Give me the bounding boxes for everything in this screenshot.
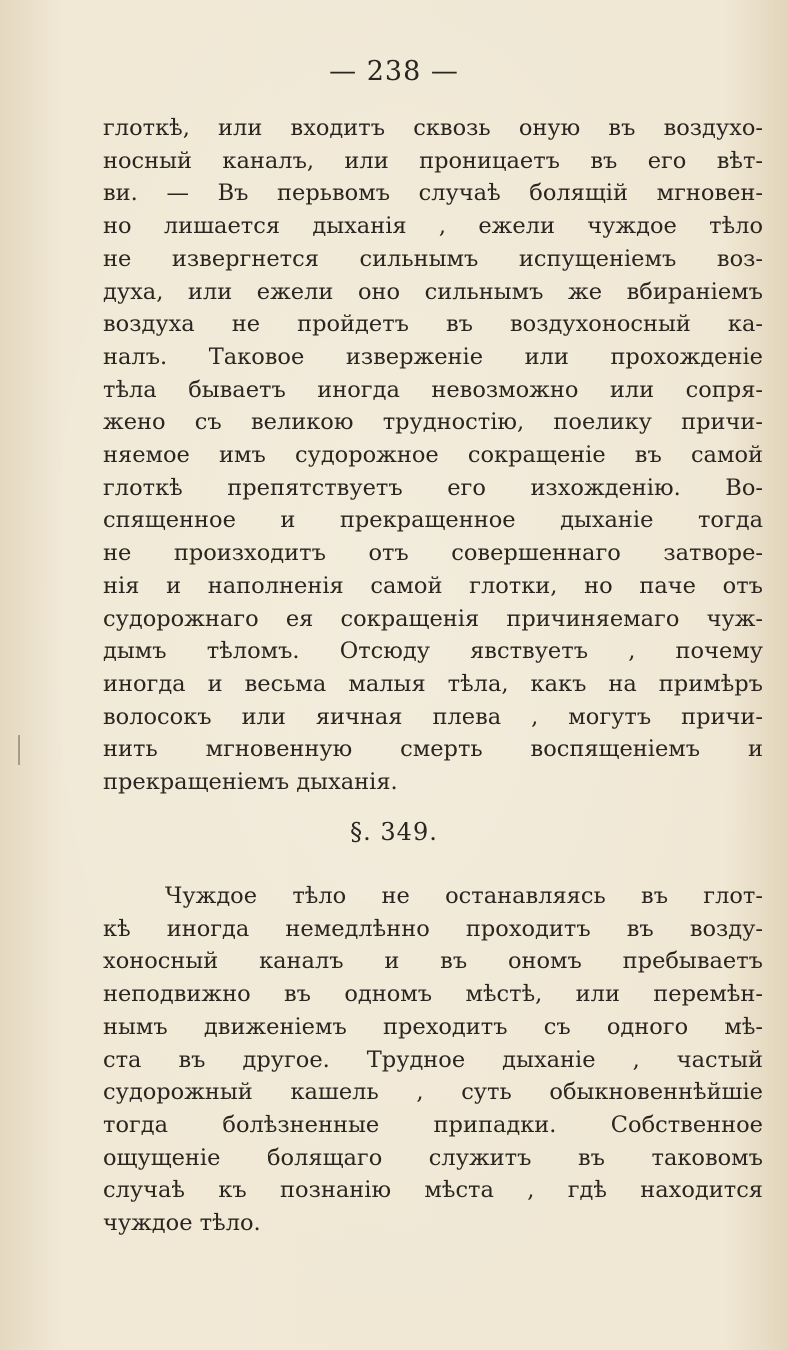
text-line: духа, или ежели оно сильнымъ же вбираніемъ: [103, 278, 763, 305]
text-line: чуждое тѣло.: [103, 1210, 261, 1237]
text-line: глоткѣ препятствуетъ его изхожденію. Во-: [103, 474, 763, 501]
text-line: судорожнаго ея сокращенія причиняемаго чуж-: [103, 605, 763, 632]
text-line: хоносный каналъ и въ ономъ пребываетъ: [103, 948, 763, 975]
text-line: неподвижно въ одномъ мѣстѣ, или перемѣн-: [103, 981, 763, 1008]
text-line: ощущеніе болящаго служитъ въ таковомъ: [103, 1144, 763, 1171]
text-line: ви. — Въ перьвомъ случаѣ болящій мгновен-: [103, 180, 763, 207]
margin-mark: [18, 735, 20, 765]
text-line: прекращеніемъ дыханія.: [103, 769, 398, 796]
text-line: но лишается дыханія , ежели чуждое тѣло: [103, 213, 763, 240]
text-line: глоткѣ, или входитъ сквозь оную въ воздухо-: [103, 115, 763, 141]
text-line: носный каналъ, или проницаетъ въ его вѣт-: [103, 147, 763, 174]
text-line: тѣла бываетъ иногда невозможно или сопря-: [103, 376, 763, 403]
paragraph-2: [103, 880, 763, 1240]
section-heading: §. 349.: [350, 818, 438, 846]
text-line: Чуждое тѣло не останавляясь въ глот-: [165, 883, 763, 909]
text-line: не извергнется сильнымъ испущеніемъ воз-: [103, 245, 763, 272]
text-line: не произходитъ отъ совершеннаго затворе-: [103, 540, 763, 567]
text-line: жено съ великою трудностію, поелику причи-: [103, 409, 763, 436]
text-line: спященное и прекращенное дыханіе тогда: [103, 507, 763, 534]
text-line: воздуха не пройдетъ въ воздухоносный ка-: [103, 311, 763, 338]
page-number: — 238 —: [329, 56, 459, 87]
text-line: судорожный кашель , суть обыкновеннѣйшіе: [103, 1079, 763, 1106]
text-line: тогда болѣзненные припадки. Собственное: [103, 1111, 763, 1138]
text-line: няемое имъ судорожное сокращеніе въ самой: [103, 442, 763, 469]
text-line: кѣ иногда немедлѣнно проходитъ въ возду-: [103, 915, 763, 942]
text-line: налъ. Таковое изверженіе или прохожденіе: [103, 343, 763, 370]
text-line: нія и наполненія самой глотки, но паче отъ: [103, 572, 763, 599]
text-line: случаѣ къ познанію мѣста , гдѣ находится: [103, 1177, 763, 1204]
text-line: ста въ другое. Трудное дыханіе , частый: [103, 1046, 763, 1073]
text-line: дымъ тѣломъ. Отсюду явствуетъ , почему: [103, 638, 763, 665]
text-line: иногда и весьма малыя тѣла, какъ на примѣръ: [103, 670, 763, 697]
text-line: волосокъ или яичная плева , могутъ причи-: [103, 703, 763, 730]
paragraph-1: [103, 112, 763, 799]
text-line: нить мгновенную смерть воспященіемъ и: [103, 736, 763, 763]
text-line: нымъ движеніемъ преходитъ съ одного мѣ-: [103, 1013, 763, 1040]
